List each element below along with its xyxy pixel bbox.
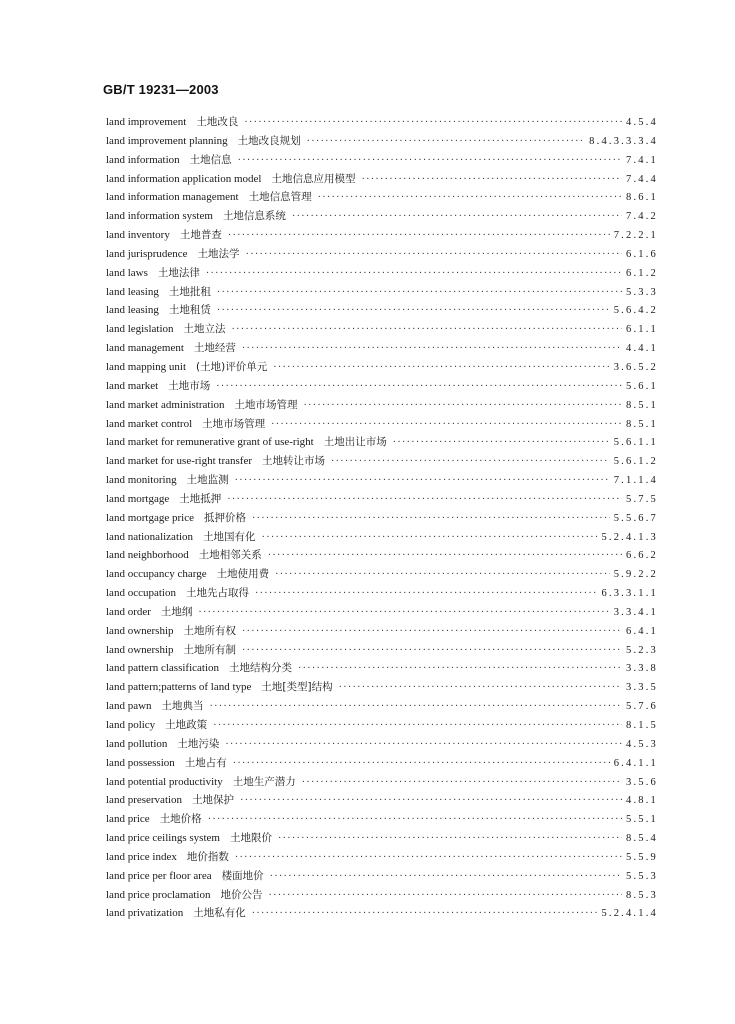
dot-leader (206, 265, 622, 284)
term-chinese: 土地法律 (157, 266, 200, 279)
index-entry (106, 207, 658, 226)
index-entry (106, 791, 658, 810)
term-chinese: 土地生产潜力 (232, 775, 296, 788)
term-english: land privatization (106, 907, 184, 920)
dot-leader (252, 905, 598, 924)
term-english: land mortgage price (106, 511, 194, 524)
dot-leader (198, 604, 609, 623)
clause-reference: 5.5.3 (626, 870, 658, 882)
index-entry (106, 339, 658, 358)
index-entry (106, 848, 658, 867)
index-entry (106, 829, 658, 848)
index-entry (106, 471, 658, 490)
index-entry (106, 264, 658, 283)
dot-leader (302, 774, 622, 793)
term-english: land price proclamation (106, 888, 211, 901)
term-chinese: 土地信息应用模型 (271, 172, 356, 185)
dot-leader (278, 830, 622, 849)
dot-leader (318, 189, 622, 208)
term-english: land improvement (106, 116, 187, 128)
term-chinese: 土地转让市场 (262, 455, 325, 468)
dot-leader (362, 171, 623, 190)
dot-leader (240, 792, 622, 811)
clause-reference: 5.7.6 (626, 701, 658, 713)
term-chinese: 土地批租 (168, 285, 211, 298)
dot-leader (216, 378, 622, 397)
clause-reference: 7.1.1.4 (613, 475, 658, 487)
term-english: land leasing (106, 285, 159, 298)
dot-leader (225, 736, 622, 755)
dot-leader (233, 755, 610, 774)
dot-leader (213, 717, 622, 736)
dot-leader (275, 566, 610, 585)
index-entry (106, 810, 658, 829)
term-chinese: 土地改良 (196, 116, 239, 128)
dot-leader (292, 208, 622, 227)
term-chinese: 抵押价格 (203, 511, 246, 524)
term-english: land ownership (106, 643, 174, 656)
clause-reference: 5.2.4.1.3 (601, 531, 658, 543)
term-english: land nationalization (106, 530, 194, 543)
dot-leader (238, 152, 622, 171)
clause-reference: 5.6.4.2 (613, 305, 658, 317)
index-entry (106, 188, 658, 207)
clause-reference: 7.2.2.1 (613, 230, 658, 242)
term-english: land management (106, 342, 184, 355)
index-entry (106, 867, 658, 886)
index-entry (106, 509, 658, 528)
term-english: land market administration (106, 398, 225, 411)
term-chinese: 土地经营 (193, 342, 236, 355)
clause-reference: 6.4.1 (626, 625, 658, 637)
term-chinese: 土地典当 (161, 700, 204, 713)
clause-reference: 8.5.3 (626, 889, 658, 901)
term-english: land market for use-right transfer (106, 455, 252, 468)
term-english: land pattern;patterns of land type (106, 681, 252, 694)
clause-reference: 6.1.2 (626, 267, 658, 279)
term-english: land potential productivity (106, 775, 223, 788)
dot-leader (232, 321, 622, 340)
index-entry (106, 659, 658, 678)
index-entry (106, 697, 658, 716)
clause-reference: 8.5.1 (626, 418, 658, 430)
index-entry (106, 735, 658, 754)
index-list (106, 113, 658, 923)
index-entry (106, 622, 658, 641)
index-entry (106, 113, 658, 132)
index-entry (106, 415, 658, 434)
dot-leader (210, 698, 622, 717)
index-entry (106, 452, 658, 471)
dot-leader (270, 868, 622, 887)
term-english: land improvement planning (106, 134, 228, 147)
index-entry (106, 170, 658, 189)
index-entry (106, 377, 658, 396)
term-chinese: 土地立法 (183, 323, 226, 336)
dot-leader (242, 623, 622, 642)
term-chinese: 土地纲 (160, 605, 193, 618)
index-entry (106, 716, 658, 735)
clause-reference: 5.5.1 (626, 814, 658, 826)
term-chinese: 土地保护 (192, 794, 235, 807)
term-chinese: 土地占有 (184, 756, 227, 769)
term-chinese: 土地改良规划 (237, 134, 301, 147)
clause-reference: 3.5.6 (626, 776, 658, 788)
clause-reference: 4.4.1 (626, 343, 658, 355)
dot-leader (339, 679, 622, 698)
term-english: land price ceilings system (106, 832, 220, 845)
term-chinese: 土地市场 (168, 379, 211, 392)
index-entry (106, 358, 658, 377)
term-english: land information (106, 153, 180, 166)
dot-leader (217, 302, 610, 321)
dot-leader (268, 547, 622, 566)
term-chinese: 土地信息管理 (248, 191, 312, 204)
term-english: land information management (106, 191, 239, 204)
index-entry (106, 283, 658, 302)
clause-reference: 5.6.1.1 (613, 437, 658, 449)
dot-leader (252, 510, 610, 529)
term-english: land laws (106, 266, 148, 279)
index-entry (106, 490, 658, 509)
dot-leader (393, 434, 610, 453)
index-entry (106, 904, 658, 923)
term-chinese: 土地信息 (189, 153, 232, 166)
term-chinese: 楼面地价 (221, 869, 264, 882)
clause-reference: 8.4.3.3.3.4 (589, 135, 658, 147)
clause-reference: 5.7.5 (626, 493, 658, 505)
clause-reference: 6.1.6 (626, 248, 658, 260)
term-english: land price index (106, 850, 177, 863)
clause-reference: 7.4.1 (626, 154, 658, 166)
clause-reference: 5.6.1.2 (613, 456, 658, 468)
term-english: land market control (106, 417, 193, 430)
term-chinese: 土地法学 (197, 247, 240, 260)
term-chinese: 地价公告 (220, 888, 263, 901)
term-chinese: 土地租赁 (168, 304, 211, 317)
term-chinese: 土地所有制 (183, 643, 237, 656)
term-chinese: 土地出让市场 (323, 436, 387, 449)
clause-reference: 5.2.3 (626, 644, 658, 656)
term-chinese: 土地国有化 (203, 530, 256, 543)
term-english: land ownership (106, 624, 174, 637)
index-entry (106, 641, 658, 660)
term-english: land mapping unit (106, 360, 187, 373)
clause-reference: 3.3.8 (626, 663, 658, 675)
term-english: land market for remunerative grant of use-right (106, 436, 314, 449)
term-chinese: 土地相邻关系 (198, 549, 262, 562)
clause-reference: 5.6.1 (626, 380, 658, 392)
term-chinese: 土地普查 (179, 229, 222, 242)
index-entry (106, 584, 658, 603)
term-english: land mortgage (106, 492, 170, 505)
index-entry (106, 565, 658, 584)
term-english: land information system (106, 210, 213, 223)
term-english: land policy (106, 719, 156, 731)
term-english: land market (106, 379, 159, 392)
dot-leader (271, 416, 622, 435)
term-chinese: 土地抵押 (179, 492, 222, 505)
clause-reference: 4.5.4 (626, 117, 658, 128)
dot-leader (228, 227, 610, 246)
index-entry (106, 754, 658, 773)
dot-leader (331, 453, 610, 472)
dot-leader (304, 397, 622, 416)
term-chinese: 土地结构分类 (229, 662, 293, 675)
dot-leader (217, 284, 622, 303)
clause-reference: 7.4.4 (626, 173, 658, 185)
term-chinese: 土地[类型]结构 (261, 681, 333, 694)
term-english: land leasing (106, 304, 159, 317)
term-english: land monitoring (106, 474, 177, 487)
term-english: land price (106, 813, 150, 826)
standard-code-header: GB/T 19231—2003 (103, 82, 219, 97)
dot-leader (255, 585, 597, 604)
dot-leader (246, 246, 622, 265)
dot-leader (244, 114, 622, 133)
dot-leader (307, 133, 586, 152)
dot-leader (208, 811, 622, 830)
clause-reference: 5.9.2.2 (613, 569, 658, 581)
term-english: land pollution (106, 737, 168, 750)
index-entry (106, 245, 658, 264)
dot-leader (227, 491, 622, 510)
term-chinese: 土地私有化 (193, 907, 246, 920)
index-entry (106, 301, 658, 320)
clause-reference: 3.3.5 (626, 682, 658, 694)
clause-reference: 8.5.1 (626, 399, 658, 411)
clause-reference: 4.8.1 (626, 795, 658, 807)
index-entry (106, 132, 658, 151)
term-english: land preservation (106, 794, 183, 807)
index-entry (106, 226, 658, 245)
term-english: land pawn (106, 700, 152, 713)
index-entry (106, 546, 658, 565)
clause-reference: 6.4.1.1 (613, 757, 658, 769)
term-chinese: 土地市场管理 (202, 417, 266, 430)
term-chinese: 土地市场管理 (234, 398, 298, 411)
clause-reference: 5.5.9 (626, 851, 658, 863)
dot-leader (273, 359, 609, 378)
clause-reference: 5.2.4.1.4 (601, 908, 658, 920)
term-chinese: 土地政策 (165, 719, 208, 731)
index-entry (106, 433, 658, 452)
clause-reference: 7.4.2 (626, 211, 658, 223)
clause-reference: 4.5.3 (626, 738, 658, 750)
dot-leader (242, 340, 622, 359)
term-chinese: 土地监测 (186, 474, 229, 487)
term-english: land inventory (106, 229, 170, 242)
dot-leader (242, 642, 622, 661)
clause-reference: 3.6.5.2 (613, 361, 658, 373)
index-entry (106, 773, 658, 792)
term-english: land order (106, 605, 151, 618)
index-entry (106, 396, 658, 415)
term-english: land price per floor area (106, 869, 212, 882)
index-entry (106, 886, 658, 905)
term-english: land legislation (106, 323, 174, 336)
dot-leader (268, 887, 622, 906)
dot-leader (235, 472, 610, 491)
dot-leader (235, 849, 622, 868)
term-chinese: 土地信息系统 (222, 210, 286, 223)
term-chinese: 土地使用费 (216, 568, 270, 581)
dot-leader (298, 660, 622, 679)
term-english: land jurisprudence (106, 247, 188, 260)
clause-reference: 8.1.5 (626, 720, 658, 731)
clause-reference: 3.3.4.1 (613, 606, 658, 618)
dot-leader (262, 529, 598, 548)
term-english: land occupancy charge (106, 568, 207, 581)
term-chinese: 土地所有权 (183, 624, 237, 637)
clause-reference: 5.3.3 (626, 286, 658, 298)
term-english: land information application model (106, 172, 262, 185)
index-entry (106, 603, 658, 622)
clause-reference: 6.6.2 (626, 550, 658, 562)
term-chinese: 地价指数 (186, 850, 229, 863)
term-english: land neighborhood (106, 549, 189, 562)
clause-reference: 8.5.4 (626, 833, 658, 845)
clause-reference: 5.5.6.7 (613, 512, 658, 524)
term-chinese: 土地限价 (229, 832, 272, 845)
term-chinese: 土地先占取得 (185, 587, 249, 600)
term-english: land pattern classification (106, 662, 220, 675)
index-entry (106, 151, 658, 170)
clause-reference: 8.6.1 (626, 192, 658, 204)
term-chinese: 土地污染 (177, 737, 220, 750)
term-chinese: 土地价格 (159, 813, 202, 826)
index-entry (106, 678, 658, 697)
term-english: land possession (106, 756, 175, 769)
clause-reference: 6.3.3.1.1 (601, 588, 658, 600)
term-chinese: (土地)评价单元 (196, 360, 268, 373)
index-entry (106, 320, 658, 339)
index-entry (106, 528, 658, 547)
term-english: land occupation (106, 587, 176, 600)
clause-reference: 6.1.1 (626, 324, 658, 336)
